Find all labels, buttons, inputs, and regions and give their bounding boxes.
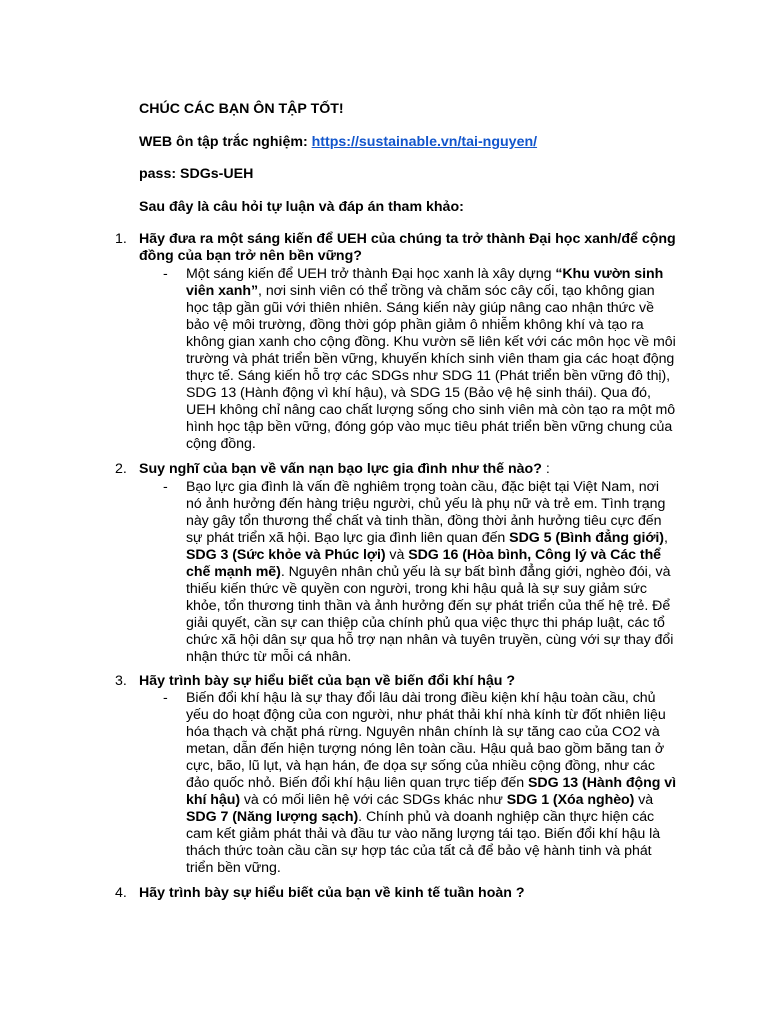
intro-line: Sau đây là câu hỏi tự luận và đáp án tham khảo: [139,199,464,215]
answer-dash: - [163,479,168,495]
question-text: Hãy đưa ra một sáng kiến để UEH của chúng ta trở thành Đại học xanh/để cộng đồng của bạn trở nên bền vững? [139,231,676,264]
question-number: 2. [115,461,127,477]
web-label: WEB ôn tập trắc nghiệm: [139,134,312,150]
answer-dash: - [163,690,168,706]
question-number: 1. [115,231,127,247]
web-link[interactable]: https://sustainable.vn/tai-nguyen/ [311,134,538,150]
question-text: Hãy trình bày sự hiểu biết của bạn về biến đổi khí hậu ? [139,673,516,689]
question-text: Hãy trình bày sự hiểu biết của bạn về kinh tế tuần hoàn ? [139,885,525,901]
greeting-heading: CHÚC CÁC BẠN ÔN TẬP TỐT! [139,101,344,117]
question-number: 3. [115,673,127,689]
answer-text: Biến đổi khí hậu là sự thay đổi lâu dài trong điều kiện khí hậu toàn cầu, chủ yếu do hoạt động của con người, như phát thải khí nhà kính từ đốt nhiên liệu hóa thạch và chặt phá rừng. Nguyên nhân chính là sự tăng cao của CO2 và metan, dẫn đến hiện tượng nóng lên toàn cầu. Hậu quả bao gồm băng tan ở cực, bão, lũ lụt, và hạn hán, đe dọa sự sống của nhiều cộng đồng, như các đảo quốc nhỏ. Biến đổi khí hậu liên quan trực tiếp đến SDG 13 (Hành động vì khí hậu) và có mối liên hệ với các SDGs khác như SDG 1 (Xóa nghèo) và SDG 7 (Năng lượng sạch). Chính phủ và doanh nghiệp cần thực hiện các cam kết giảm phát thải và đầu tư vào năng lượng tái tạo. Biến đổi khí hậu là thách thức toàn cầu cần sự hợp tác của tất cả để bảo vệ hành tinh và phát triển bền vững. [186,690,676,876]
answer-dash: - [163,266,168,282]
question-number: 4. [115,885,127,901]
password-line: pass: SDGs-UEH [139,166,254,182]
answer-text: Một sáng kiến để UEH trở thành Đại học xanh là xây dựng “Khu vườn sinh viên xanh”, nơi sinh viên có thể trồng và chăm sóc cây cối, tạo không gian học tập gần gũi với thiên nhiên. Sáng kiến này giúp nâng cao nhận thức về bảo vệ môi trường, đồng thời góp phần giảm ô nhiễm không khí và tạo ra không gian xanh cho cộng đồng. Khu vườn sẽ liên kết với các môn học về môi trường và phát triển bền vững, khuyến khích sinh viên tham gia các hoạt động thực tế. Sáng kiến hỗ trợ các SDGs như SDG 11 (Phát triển bền vững đô thị), SDG 13 (Hành động vì khí hậu), và SDG 15 (Bảo vệ hệ sinh thái). Qua đó, UEH không chỉ nâng cao chất lượng sống cho sinh viên mà còn tạo ra một mô hình học tập bền vững, đóng góp vào mục tiêu phát triển bền vững chung của cộng đồng. [186,266,676,452]
answer-text: Bạo lực gia đình là vấn đề nghiêm trọng toàn cầu, đặc biệt tại Việt Nam, nơi nó ảnh hưởng đến hàng triệu người, chủ yếu là phụ nữ và trẻ em. Tình trạng này gây tổn thương thể chất và tinh thần, đồng thời ảnh hưởng tiêu cực đến sự phát triển xã hội. Bạo lực gia đình liên quan đến SDG 5 (Bình đẳng giới), SDG 3 (Sức khỏe và Phúc lợi) và SDG 16 (Hòa bình, Công lý và Các thể chế mạnh mẽ). Nguyên nhân chủ yếu là sự bất bình đẳng giới, nghèo đói, và thiếu kiến thức về quyền con người, trong khi hậu quả là sự suy giảm sức khỏe, tổn thương tinh thần và ảnh hưởng đến sự phát triển của thế hệ trẻ. Để giải quyết, cần sự can thiệp của chính phủ qua việc thực thi pháp luật, các tổ chức xã hội dân sự qua hỗ trợ nạn nhân và tuyên truyền, cùng với sự thay đổi nhận thức từ mỗi cá nhân. [186,479,674,665]
question-text: Suy nghĩ của bạn về vấn nạn bạo lực gia đình như thế nào? : [139,461,550,477]
web-line [139,134,537,151]
